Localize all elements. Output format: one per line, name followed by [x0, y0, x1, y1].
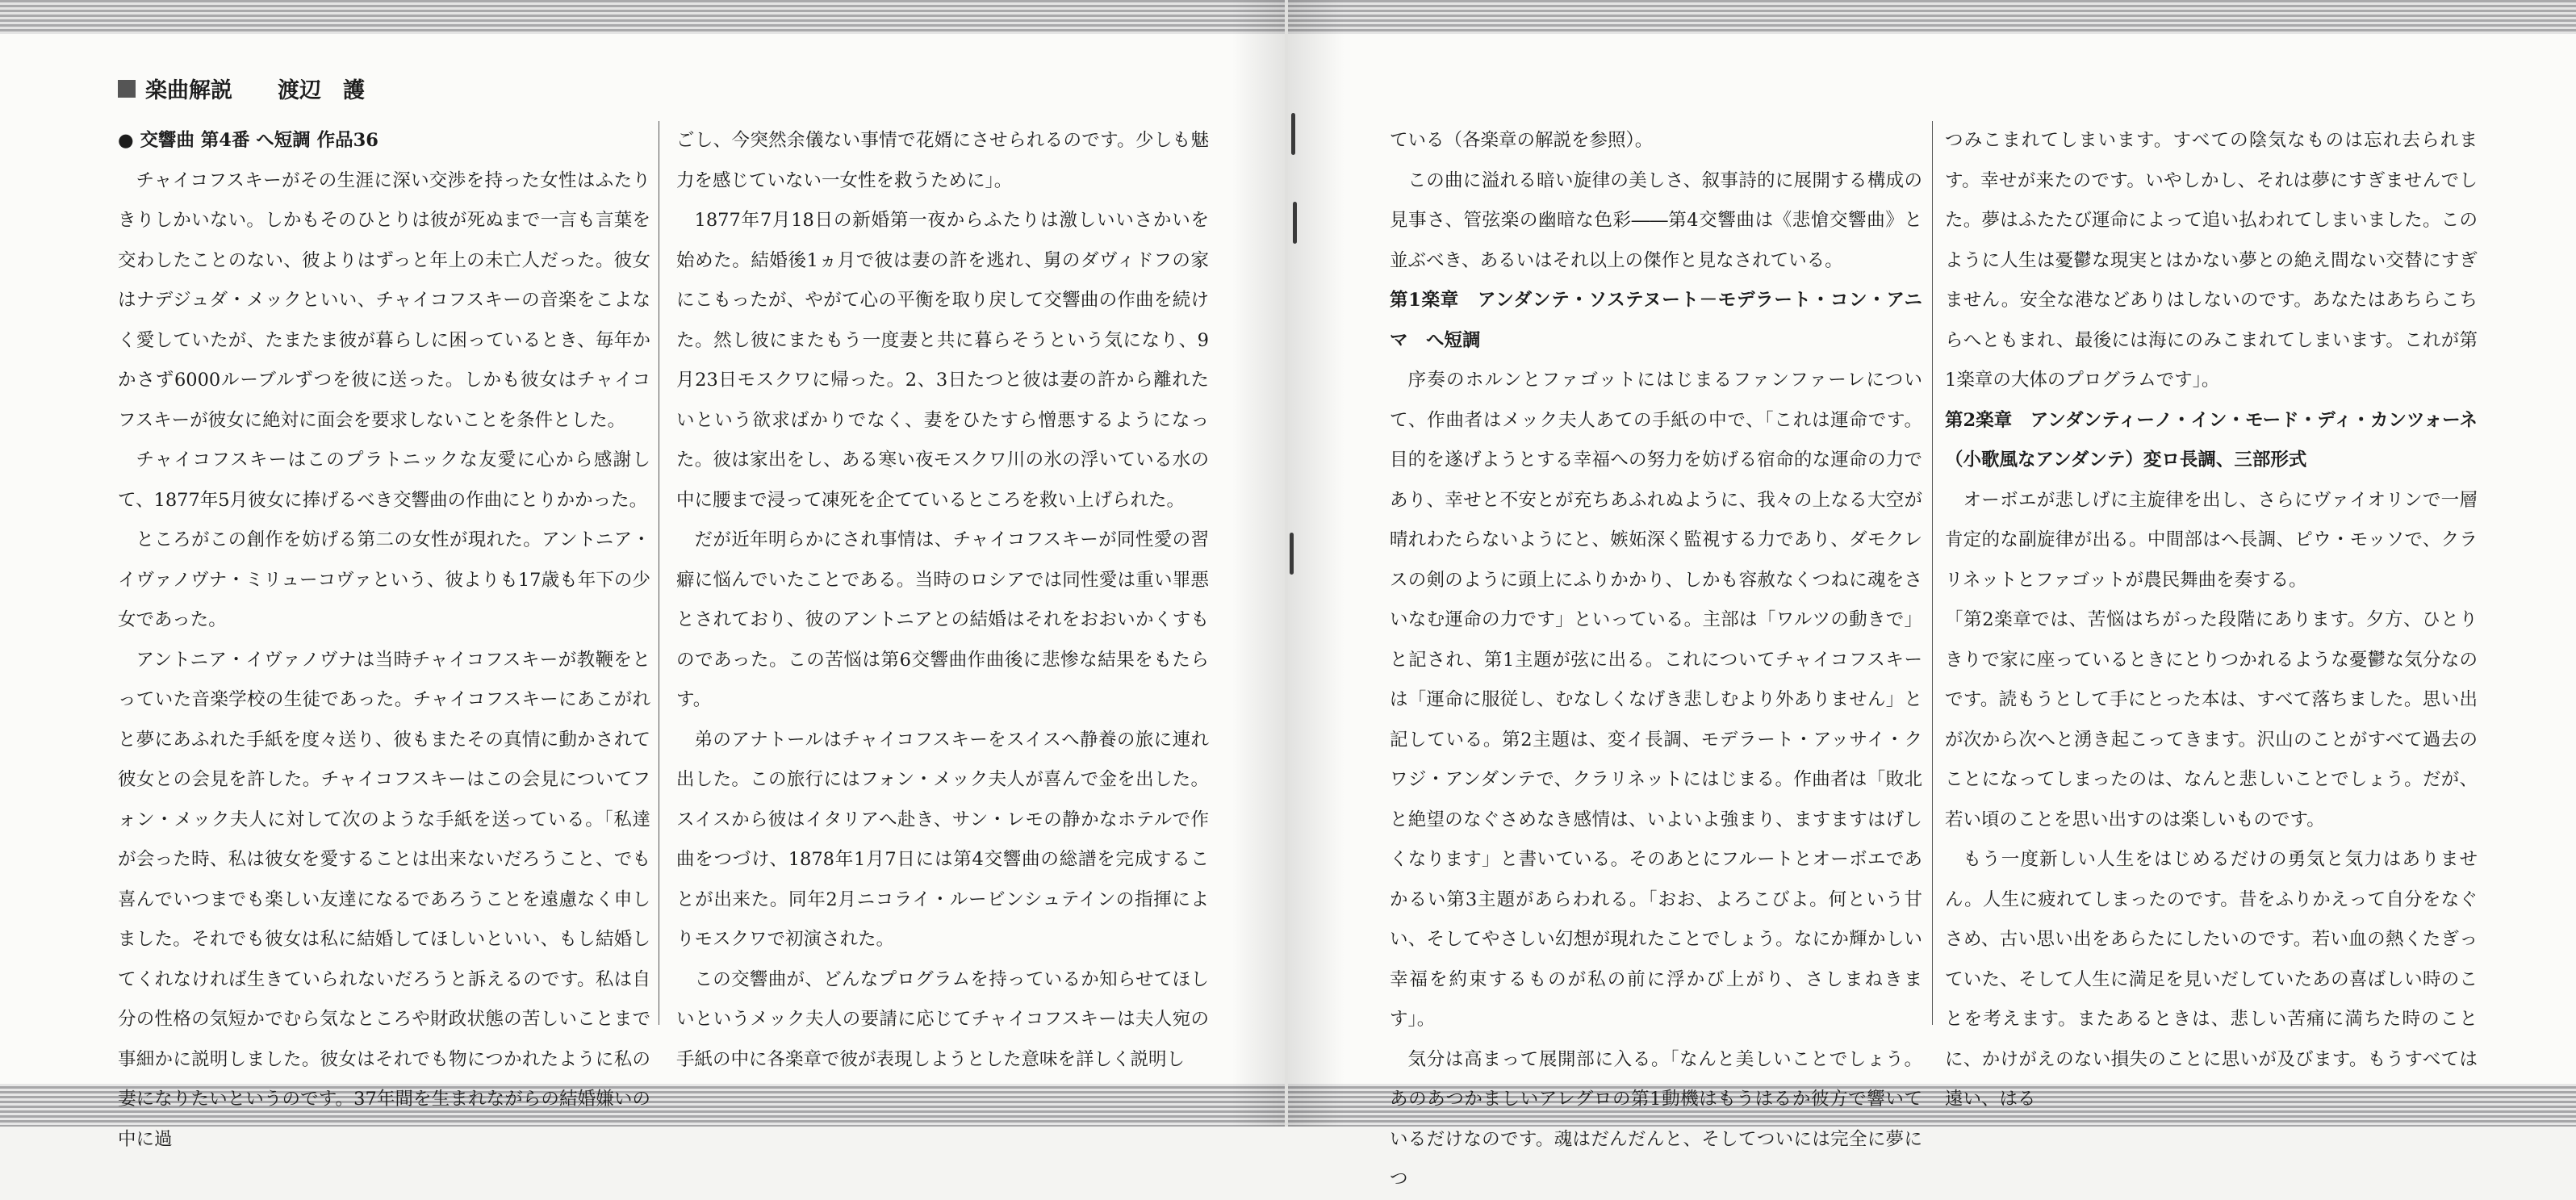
- square-bullet-icon: [118, 80, 136, 98]
- spine-shadow: [1232, 0, 1288, 1127]
- text-column-2: [676, 121, 1209, 1080]
- top-stripe-band: [0, 0, 1288, 34]
- column-divider: [1932, 121, 1933, 1025]
- paragraph: だが近年明らかにされ事情は、チャイコフスキーが同性愛の習癖に悩んでいたことである。当時のロシアでは同性愛は重い罪悪とされており、彼のアントニアとの結婚はそれをおおいかくすものであった。この苦悩は第6交響曲作曲後に悲惨な結果をもたらす。: [676, 529, 1209, 710]
- quote-paragraph: 「第2楽章では、苦悩はちがった段階にあります。夕方、ひとりきりで家に座っているときにとりつかれるような憂鬱な気分なのです。読もうとして手にとった本は、すべて落ちました。思い出が次から次へと湧き起こってきます。沢山のことがすべて過去のことになってしまったのは、なんと悲しいことでしょう。だが、若い頃のことを思い出すのは楽しいものです。: [1945, 609, 2478, 830]
- paragraph: ところがこの創作を妨げる第二の女性が現れた。アントニア・イヴァノヴナ・ミリューコヴァという、彼よりも17歳も年下の少女であった。: [118, 529, 650, 630]
- paragraph: オーボエが悲しげに主旋律を出し、さらにヴァイオリンで一層肯定的な副旋律が出る。中間部はへ長調、ピウ・モッソで、クラリネットとファゴットが農民舞曲を奏する。: [1945, 489, 2478, 591]
- right-page: [1288, 0, 2576, 1190]
- movement-1-heading: 第1楽章 アンダンテ・ソステヌート－モデラート・コン・アニマ へ短調: [1390, 290, 1922, 351]
- section-title: 楽曲解説: [145, 78, 232, 103]
- paragraph-continued: つみこまれてしまいます。すべての陰気なものは忘れ去られます。幸せが来たのです。いやしかし、それは夢にすぎませんでした。夢はふたたび運命によって追い払われてしまいました。このように人生は憂鬱な現実とはかない夢との絶え間ない交替にすぎません。安全な港などありはしないのです。あなたはあちらこちらへともまれ、最後には海にのみこまれてしまいます。これが第1楽章の大体のプログラムです」。: [1945, 130, 2478, 391]
- top-stripe-band: [1288, 0, 2576, 34]
- paragraph: この交響曲が、どんなプログラムを持っているか知らせてほしいというメック夫人の要請に応じてチャイコフスキーは夫人宛の手紙の中に各楽章で彼が表現しようとした意味を詳しく説明し: [676, 968, 1209, 1070]
- paragraph-continued: ている（各楽章の解説を参照）。: [1390, 130, 1654, 151]
- spine-shadow: [1288, 0, 1344, 1127]
- paragraph: 弟のアナトールはチャイコフスキーをスイスへ静養の旅に連れ出した。この旅行にはフォン・メック夫人が喜んで金を出した。スイスから彼はイタリアへ赴き、サン・レモの静かなホテルで作曲をつづけ、1878年1月7日には第4交響曲の総譜を完成することが出来た。同年2月ニコライ・ルービンシュテインの指揮によりモスクワで初演された。: [676, 729, 1209, 950]
- author-name: 渡辺 護: [278, 78, 365, 103]
- paragraph: 気分は高まって展開部に入る。「なんと美しいことでしょう。あのあつかましいアレグロの第1動機はもうはるか彼方で響いているだけなのです。魂はだんだんと、そしてついには完全に夢につ: [1390, 1048, 1922, 1190]
- paragraph-continued: ごし、今突然余儀ない事情で花婿にさせられるのです。少しも魅力を感じていない一女性を救うために」。: [676, 130, 1209, 191]
- paragraph: チャイコフスキーはこのプラトニックな友愛に心から感謝して、1877年5月彼女に捧げるべき交響曲の作曲にとりかかった。: [118, 449, 650, 511]
- work-heading: ● 交響曲 第4番 へ短調 作品36: [118, 130, 378, 151]
- paragraph: もう一度新しい人生をはじめるだけの勇気と気力はありません。人生に疲れてしまったのです。昔をふりかえって自分をなぐさめ、古い思い出をあらたにしたいのです。若い血の熱くたぎっていた、そして人生に満足を見いだしていたあの喜ばしい時のことを考えます。またあるときは、悲しい苦痛に満ちた時のことに、かけがえのない損失のことに思いが及びます。もうすべては遠い、はる: [1945, 849, 2478, 1110]
- binding-mark: [1293, 202, 1297, 244]
- binding-mark: [1290, 533, 1294, 575]
- paragraph: この曲に溢れる暗い旋律の美しさ、叙事詩的に展開する構成の見事さ、管弦楽の幽暗な色彩――第4交響曲は《悲愴交響曲》と並ぶべき、あるいはそれ以上の傑作と見なされている。: [1390, 169, 1922, 271]
- binding-mark: [1291, 113, 1295, 155]
- paragraph: 1877年7月18日の新婚第一夜からふたりは激しいいさかいを始めた。結婚後1ヵ月で彼は妻の許を逃れ、舅のダヴィドフの家にこもったが、やがて心の平衡を取り戻して交響曲の作曲を続けた。然し彼にまたもう一度妻と共に暮らそうという気になり、9月23日モスクワに帰った。2、3日たつと彼は妻の許から離れたいという欲求ばかりでなく、妻をひたすら憎悪するようになった。彼は家出をし、ある寒い夜モスクワ川の氷の浮いている水の中に腰まで浸って凍死を企てているところを救い上げられた。: [676, 210, 1209, 511]
- section-header: [118, 73, 365, 104]
- movement-2-heading: 第2楽章 アンダンティーノ・イン・モード・ディ・カンツォーネ（小歌風なアンダンテ）変ロ長調、三部形式: [1945, 409, 2478, 470]
- text-column-3: [1390, 121, 1922, 1200]
- left-page: [0, 0, 1288, 1150]
- text-column-4: [1945, 121, 2478, 1120]
- paragraph: チャイコフスキーがその生涯に深い交渉を持った女性はふたりきりしかいない。しかもそのひとりは彼が死ぬまで一言も言葉を交わしたことのない、彼よりはずっと年上の未亡人だった。彼女はナデジュダ・メックといい、チャイコフスキーの音楽をこよなく愛していたが、たまたま彼が暮らしに困っているとき、毎年かかさず6000ルーブルずつを彼に送った。しかも彼女はチャイコフスキーが彼女に絶対に面会を要求しないことを条件とした。: [118, 169, 650, 431]
- text-column-1: [118, 121, 650, 1160]
- paragraph: アントニア・イヴァノヴナは当時チャイコフスキーが教鞭をとっていた音楽学校の生徒であった。チャイコフスキーにあこがれと夢にあふれた手紙を度々送り、彼もまたその真情に動かされて彼女との会見を許した。チャイコフスキーはこの会見についてフォン・メック夫人に対して次のような手紙を送っている。「私達が会った時、私は彼女を愛することは出来ないだろうこと、でも喜んでいつまでも楽しい友達になるであろうことを遠慮なく申しました。それでも彼女は私に結婚してほしいといい、もし結婚してくれなければ生きていられないだろうと訴えるのです。私は自分の性格の気短かでむら気なところや財政状態の苦しいことまで事細かに説明しました。彼女はそれでも物につかれたように私の妻になりたいというのです。37年間を生まれながらの結婚嫌いの中に過: [118, 649, 650, 1150]
- paragraph: 序奏のホルンとファゴットにはじまるファンファーレについて、作曲者はメック夫人あての手紙の中で、「これは運命です。目的を遂げようとする幸福への努力を妨げる宿命的な運命の力であり、幸せと不安とが充ちあふれぬように、我々の上なる大空が晴れわたらないようにと、嫉妬深く監視する力であり、ダモクレスの剣のように頭上にふりかかり、しかも容赦なくつねに魂をさいなむ運命の力です」といっている。主部は「ワルツの動きで」と記され、第1主題が弦に出る。これについてチャイコフスキーは「運命に服従し、むなしくなげき悲しむより外ありません」と記している。第2主題は、変イ長調、モデラート・アッサイ・クワジ・アンダンテで、クラリネットにはじまる。作曲者は「敗北と絶望のなぐさめなき感情は、いよいよ強まり、ますますはげしくなります」と書いている。そのあとにフルートとオーボエであかるい第3主題があらわれる。「おお、よろこびよ。何という甘い、そしてやさしい幻想が現れたことでしょう。なにか輝かしい幸福を約束するものが私の前に浮かび上がり、さしまねきます」。: [1390, 370, 1922, 1030]
